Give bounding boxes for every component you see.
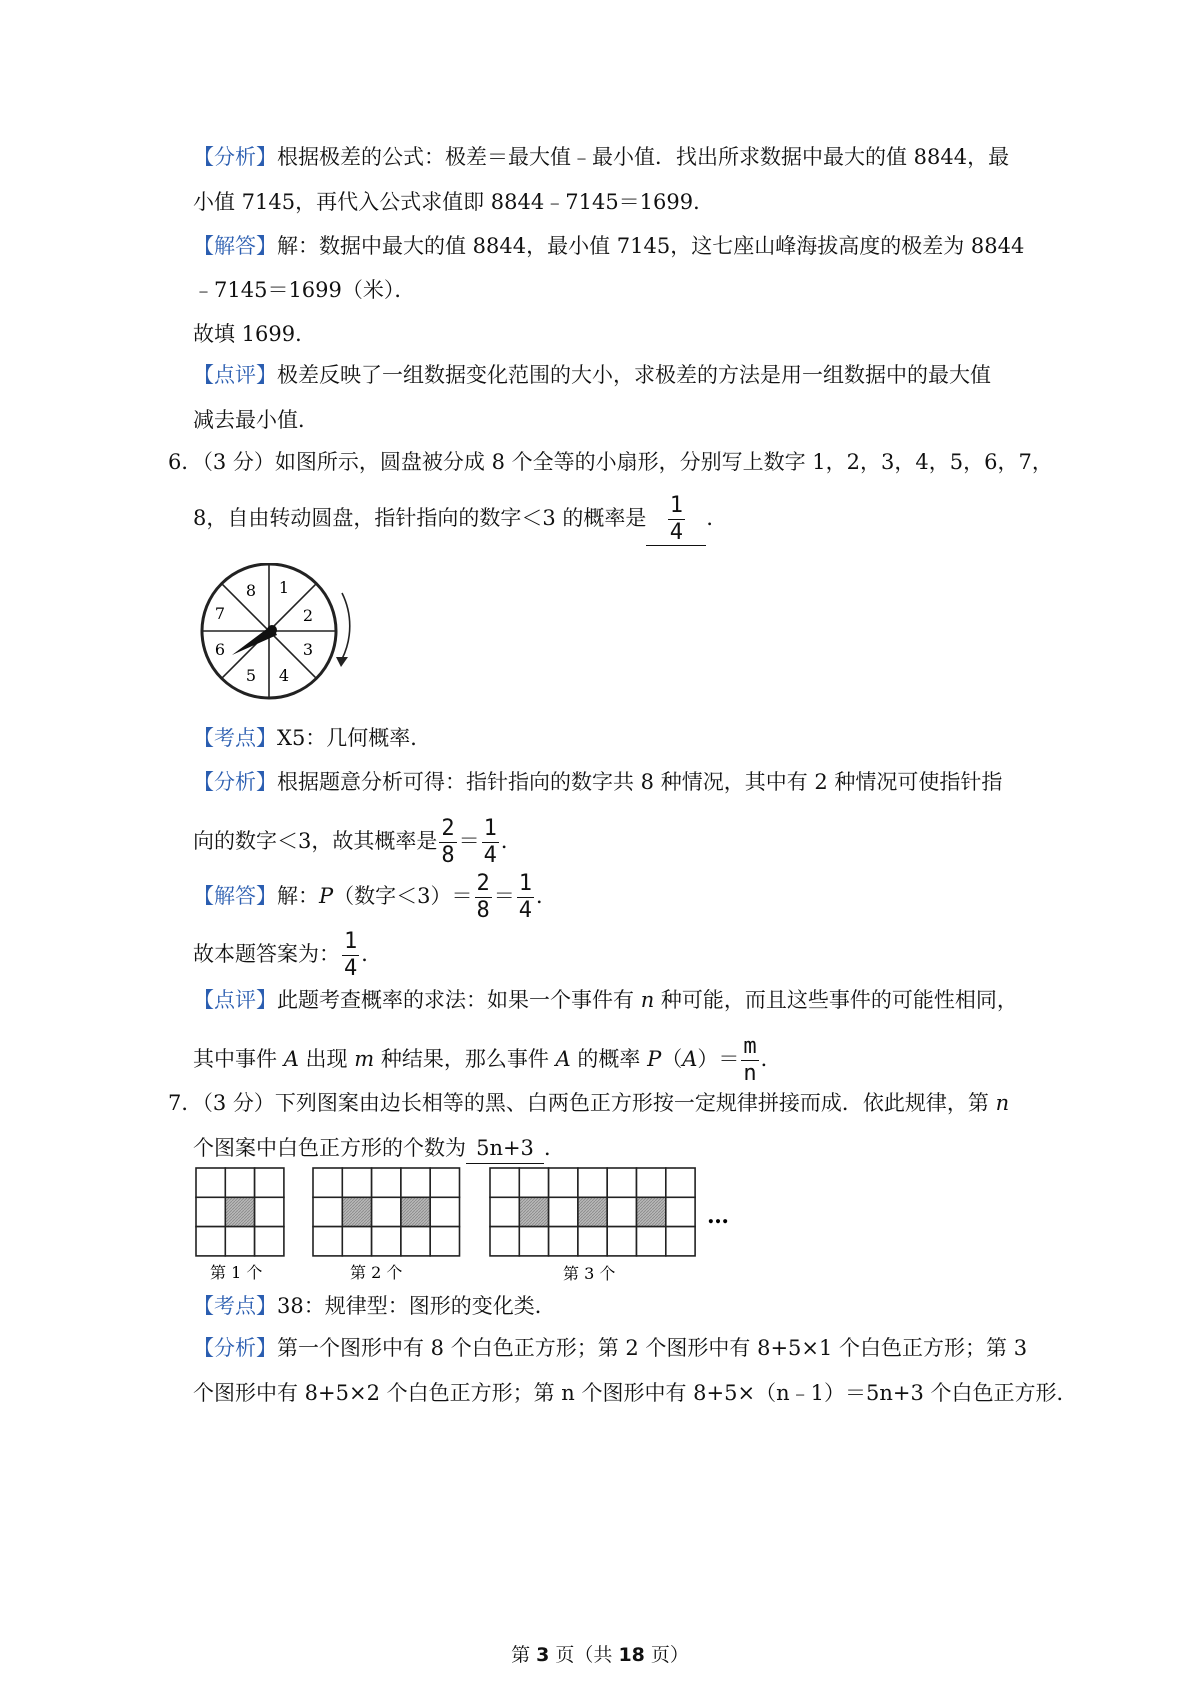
fraction-2-8: $\frac{2}{8}$ <box>441 816 455 868</box>
white-square <box>401 1227 430 1256</box>
white-square <box>313 1227 342 1256</box>
shaded-square <box>519 1197 548 1226</box>
q5-analysis-line2: 小值 7145，再代入公式求值即 8844﹣7145＝1699． <box>193 190 715 214</box>
white-square <box>255 1227 284 1256</box>
q5-fill: 故填 1699． <box>193 322 317 346</box>
white-square <box>549 1197 578 1226</box>
page-footer: 第 3 页（共 18 页） <box>511 1644 689 1666</box>
q5-answer-tag: 【解答】 <box>193 234 277 258</box>
white-square <box>519 1227 548 1256</box>
q6-review-line1: 【点评】此题考查概率的求法：如果一个事件有 n 种可能，而且这些事件的可能性相同， <box>193 988 1018 1012</box>
pattern-1 <box>196 1168 284 1256</box>
white-square <box>637 1168 666 1197</box>
wheel-hub <box>267 625 277 635</box>
q7-kaodian-tag: 【考点】 <box>193 1294 277 1318</box>
white-square <box>637 1227 666 1256</box>
q5-analysis-tag: 【分析】 <box>193 145 277 169</box>
white-square <box>255 1197 284 1226</box>
white-square <box>313 1197 342 1226</box>
q7-stem-line1: 7．（3 分）下列图案由边长相等的黑、白两色正方形按一定规律拼接而成．依此规律，第 n <box>168 1091 1010 1115</box>
q6-analysis-tag: 【分析】 <box>193 770 277 794</box>
q5-review-tag: 【点评】 <box>193 363 277 387</box>
white-square <box>196 1197 225 1226</box>
q7-number: 7． <box>168 1091 203 1115</box>
white-square <box>342 1227 371 1256</box>
white-square <box>607 1227 636 1256</box>
fig-label-1: 第 1 个 <box>210 1263 263 1282</box>
white-square <box>666 1197 695 1226</box>
wheel-label-2: 2 <box>302 606 314 625</box>
rotation-arrow <box>342 593 350 659</box>
q5-answer-line1: 【解答】解：数据中最大的值 8844，最小值 7145，这七座山峰海拔高度的极差为 8844 <box>193 234 1025 258</box>
white-square <box>607 1168 636 1197</box>
fraction-1-4: $\frac{1}{4}$ <box>344 929 358 981</box>
white-square <box>490 1197 519 1226</box>
q7-analysis-tag: 【分析】 <box>193 1336 277 1360</box>
q6-review-line2: 其中事件 A 出现 m 种结果，那么事件 A 的概率 P（A）＝ $\frac{m}{n}$ ． <box>193 1034 782 1086</box>
white-square <box>196 1168 225 1197</box>
shaded-square <box>342 1197 371 1226</box>
white-square <box>225 1168 254 1197</box>
white-square <box>430 1168 459 1197</box>
white-square <box>372 1197 401 1226</box>
white-square <box>372 1168 401 1197</box>
page-total: 18 <box>618 1644 645 1666</box>
page-number: 3 <box>536 1644 550 1666</box>
q6-analysis-line1: 【分析】根据题意分析可得：指针指向的数字共 8 种情况，其中有 2 种情况可使指针指 <box>193 770 1003 794</box>
q6-kaodian: 【考点】X5：几何概率． <box>193 726 432 750</box>
white-square <box>519 1168 548 1197</box>
white-square <box>372 1227 401 1256</box>
q5-review-line2: 减去最小值． <box>193 408 319 432</box>
white-square <box>430 1227 459 1256</box>
q6-analysis-line2: 向的数字＜3，故其概率是 $\frac{2}{8}$ ＝ $\frac{1}{4}$ ． <box>193 816 522 868</box>
white-square <box>430 1197 459 1226</box>
white-square <box>225 1227 254 1256</box>
q7-kaodian: 【考点】38：规律型：图形的变化类． <box>193 1294 556 1318</box>
q6-kaodian-tag: 【考点】 <box>193 726 277 750</box>
q6-stem-line1: 6．（3 分）如图所示，圆盘被分成 8 个全等的小扇形，分别写上数字 1，2，3，4，5，6，7， <box>168 450 1053 474</box>
fraction-2-8: $\frac{2}{8}$ <box>476 871 490 923</box>
wheel-label-3: 3 <box>302 640 314 659</box>
spinner-wheel-figure <box>192 563 362 703</box>
q6-review-tag: 【点评】 <box>193 988 277 1012</box>
pattern-3 <box>490 1168 695 1256</box>
white-square <box>401 1168 430 1197</box>
white-square <box>490 1227 519 1256</box>
fig-label-2: 第 2 个 <box>350 1263 403 1282</box>
white-square <box>549 1168 578 1197</box>
rotation-arrowhead <box>336 657 348 667</box>
q6-answer-fraction: $\frac{1}{4}$ <box>669 493 684 545</box>
q6-final-answer: 故本题答案为： $\frac{1}{4}$ ． <box>193 929 383 981</box>
q7-analysis-line2: 个图形中有 8+5×2 个白色正方形；第 n 个图形中有 8+5×（n﹣1）＝5n+3 个白色正方形． <box>193 1381 1078 1405</box>
white-square <box>255 1168 284 1197</box>
shaded-square <box>225 1197 254 1226</box>
wheel-label-1: 1 <box>278 578 290 597</box>
fraction-1-4: $\frac{1}{4}$ <box>483 816 497 868</box>
q6-answer-blank <box>646 494 706 546</box>
white-square <box>666 1227 695 1256</box>
pattern-figure <box>190 1165 750 1287</box>
white-square <box>490 1168 519 1197</box>
white-square <box>607 1197 636 1226</box>
shaded-square <box>401 1197 430 1226</box>
white-square <box>313 1168 342 1197</box>
q5-answer-line2: ﹣7145＝1699（米）． <box>193 278 416 302</box>
q6-answer-tag: 【解答】 <box>193 884 277 908</box>
q7-analysis-line1: 【分析】第一个图形中有 8 个白色正方形；第 2 个图形中有 8+5×1 个白色正方形；第 3 <box>193 1336 1028 1360</box>
q6-stem-line2: 8，自由转动圆盘，指针指向的数字＜3 的概率是 $\frac{1}{4}$ ． <box>193 493 728 545</box>
shaded-square <box>578 1197 607 1226</box>
fraction-m-n: $\frac{m}{n}$ <box>743 1034 757 1086</box>
white-square <box>666 1168 695 1197</box>
white-square <box>578 1227 607 1256</box>
q5-analysis-line1: 【分析】根据极差的公式：极差＝最大值﹣最小值．找出所求数据中最大的值 8844，最 <box>193 145 1010 169</box>
fraction-1-4: $\frac{1}{4}$ <box>518 871 533 923</box>
q7-answer-blank: 5n+3 <box>466 1133 544 1164</box>
wheel-label-4: 4 <box>278 666 290 685</box>
q5-review-line1: 【点评】极差反映了一组数据变化范围的大小，求极差的方法是用一组数据中的最大值 <box>193 363 991 387</box>
wheel-label-8: 8 <box>245 581 257 600</box>
q6-answer-line: 【解答】解：P（数字＜3）＝ $\frac{2}{8}$ ＝ $\frac{1}{4}$ ． <box>193 871 558 923</box>
pattern-2 <box>313 1168 460 1256</box>
white-square <box>196 1227 225 1256</box>
q7-stem-line2: 个图案中白色正方形的个数为 5n+3 ． <box>193 1133 565 1164</box>
wheel-label-5: 5 <box>245 666 257 685</box>
q6-number: 6． <box>168 450 203 474</box>
wheel-label-7: 7 <box>214 604 226 623</box>
ellipsis: … <box>707 1203 729 1229</box>
white-square <box>549 1227 578 1256</box>
white-square <box>342 1168 371 1197</box>
white-square <box>578 1168 607 1197</box>
shaded-square <box>637 1197 666 1226</box>
wheel-label-6: 6 <box>214 640 226 659</box>
fig-label-3: 第 3 个 <box>563 1264 616 1283</box>
